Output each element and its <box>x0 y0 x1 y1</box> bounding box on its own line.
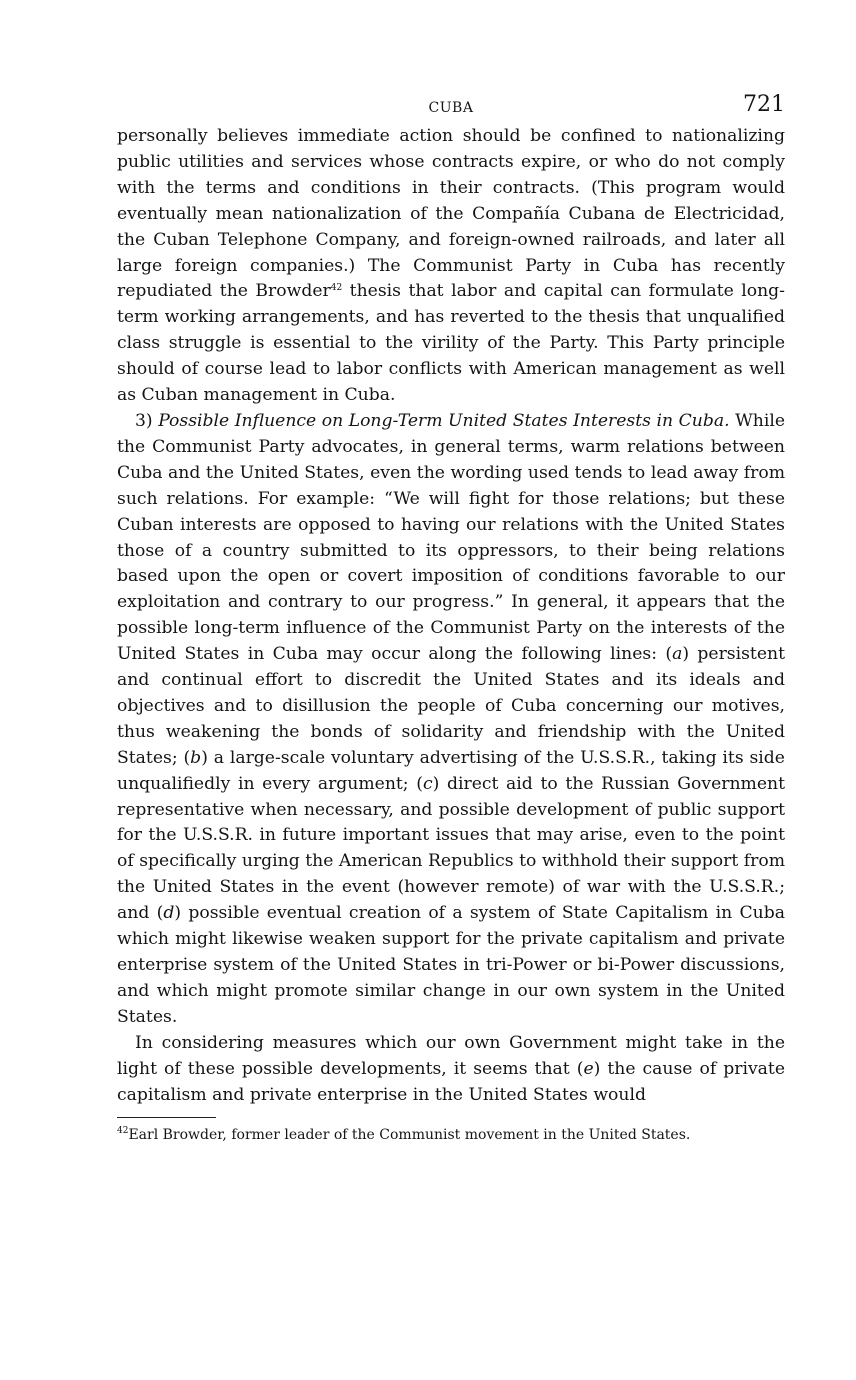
section-number: 3) <box>135 410 159 431</box>
paragraph-1-text-end: thesis that labor and capital can formulate long-term working arrangements, and has reverted to the thesis that unqualified class struggle is essential to the virility of the Party. This Party principle should of course lead to labor conflicts with American management as well as Cuban management in Cuba. <box>117 281 785 406</box>
document-page <box>117 90 785 1143</box>
section-heading: Possible Influence on Long-Term United States Interests in Cuba. <box>158 410 730 431</box>
paragraph-3-text-a: In considering measures which our own Government might take in the light of these possible developments, it seems that ( <box>117 1032 785 1079</box>
item-label-c: c <box>422 773 433 794</box>
page-number: 721 <box>743 92 785 117</box>
running-head: CUBA <box>428 100 474 116</box>
footnote <box>117 1127 785 1143</box>
body-text <box>117 124 785 1108</box>
paragraph-2-text-c: ) a large-scale voluntary advertising of the U.S.S.R., taking its side unqualifiedly in every argument; ( <box>117 747 785 794</box>
item-label-e: e <box>583 1058 594 1079</box>
paragraph-2-text-d: ) direct aid to the Russian Government representative when necessary, and possible development of public support for the U.S.S.R. in future important issues that may arise, even to the point of specifically urging the American Republics to withhold their support from the United States in the event (however remote) of war with the U.S.S.R.; and ( <box>117 773 785 924</box>
paragraph-continued <box>117 124 785 409</box>
paragraph-2-text-e: ) possible eventual creation of a system of State Capitalism in Cuba which might likewise weaken support for the private capitalism and private enterprise system of the United States in tri-Power or bi-Power discussions, and which might promote similar change in our own system in the United States. <box>117 903 785 1027</box>
footnote-marker: 42 <box>117 1126 129 1137</box>
footnote-text: Earl Browder, former leader of the Communist movement in the United States. <box>128 1127 691 1144</box>
footnote-reference[interactable]: 42 <box>330 283 343 294</box>
paragraph-3 <box>117 1031 785 1109</box>
footnote-divider <box>117 1117 216 1118</box>
item-label-d: d <box>163 903 175 924</box>
paragraph-2-text-a: While the Communist Party advocates, in general terms, warm relations between Cuba and the United States, even the wording used tends to lead away from such relations. For example: “We will fight for those relations; but these Cuban interests are opposed to having our relations with the United States those of a country submitted to its oppressors, to their being relations based upon the open or covert imposition of conditions favorable to our exploitation and contrary to our progress.” In general, it appears that the possible long-term influence of the Communist Party on the interests of the United States in Cuba may occur along the following lines: ( <box>117 410 785 665</box>
paragraph-2-text-b: ) persistent and continual effort to discredit the United States and its ideals and objectives and to disillusion the people of Cuba concerning our motives, thus weakening the bonds of solidarity and friendship with the United States; ( <box>117 644 785 768</box>
item-label-a: a <box>672 644 683 665</box>
paragraph-section-3 <box>117 409 785 1031</box>
item-label-b: b <box>190 747 202 768</box>
paragraph-1-text: personally believes immediate action should be confined to nationalizing public utilities and services whose contracts expire, or who do not comply with the terms and conditions in their contracts. (This program would eventually mean nationalization of the Compañía Cubana de Electricidad, the Cuban Telephone Company, and foreign-owned railroads, and later all large foreign companies.) The Communist Party in Cuba has recently repudiated the Browder <box>117 126 785 302</box>
page-header <box>117 90 785 124</box>
paragraph-3-text-b: ) the cause of private capitalism and private enterprise in the United States would <box>117 1058 786 1105</box>
